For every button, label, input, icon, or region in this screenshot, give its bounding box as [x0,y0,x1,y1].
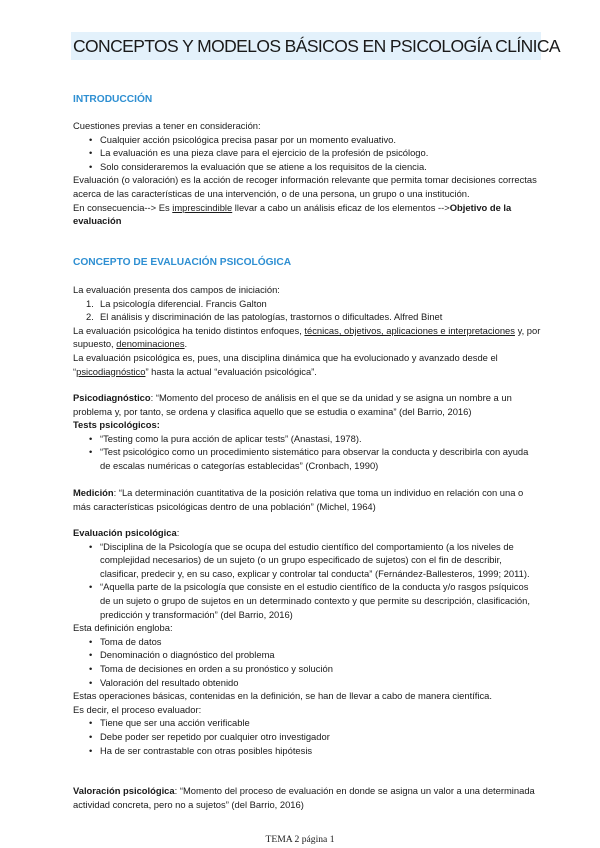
list-item: • La evaluación es una pieza clave para el ejercicio de la profesión de psicólogo. [100,146,541,160]
evaluacion-engloba: Esta definición engloba: [73,622,173,634]
evaluacion-bullet-list [73,540,541,622]
list-item: • “Aquella parte de la psicología que consiste en el estudio científico de la conducta y/o rasgos psíquicos de un sujeto o grupo de sujetos en un determinado contexto y que permite su descripción, clasificación, predicción y transformación” (del Barrio, 2016) [100,580,541,621]
evaluacion-operaciones: Estas operaciones básicas, contenidas en la definición, se han de llevar a cabo de manera científica. [73,690,493,702]
intro-paragraph-consequence: En consecuencia--> Es imprescindible llevar a cabo un análisis eficaz de los elementos -->Objetivo de la evaluación [73,201,512,227]
tests-bullet-list [73,432,541,473]
list-item: • “Test psicológico como un procedimiento sistemático para observar la conducta y describirla con ayuda de escalas numéricas o categorías establecidas” (Cronbach, 1990) [100,445,541,472]
list-item: • Denominación o diagnóstico del problema [100,648,541,662]
list-item: • Debe poder ser repetido por cualquier otro investigador [100,730,541,744]
list-item: 1. La psicología diferencial. Francis Galton [86,297,267,309]
list-item: • Toma de datos [100,635,541,649]
list-item: 2. El análisis y discriminación de las patologías, trastornos o dificultades. Alfred Binet [86,311,443,323]
valoracion-definition: Valoración psicológica: “Momento del proceso de evaluación en donde se asigna un valor a una determinada actividad concreta, pero no a sujetos” (del Barrio, 2016) [73,785,535,810]
page-title: CONCEPTOS Y MODELOS BÁSICOS EN PSICOLOGÍA CLÍNICA [71,32,541,60]
intro-paragraph-definition: Evaluación (o valoración) es la acción de recoger información relevante que permita tomar decisiones correctas acerca de las características de una intervención, o de una persona, un grupo o una institución. [73,174,537,199]
list-item: • Ha de ser contrastable con otras posibles hipótesis [100,744,541,758]
medicion-block [73,486,541,513]
evaluacion-proceso: Es decir, el proceso evaluador: [73,703,202,715]
concepto-block [73,283,541,378]
psicodiagnostico-block [73,391,541,473]
list-item: • Tiene que ser una acción verificable [100,716,541,730]
proceso-bullet-list [73,716,541,757]
section-heading-introduccion: INTRODUCCIÓN [73,94,153,105]
list-item: • Solo consideraremos la evaluación que se atiene a los requisitos de la ciencia. [100,160,541,174]
section-heading-concepto: CONCEPTO DE EVALUACIÓN PSICOLÓGICA [73,257,292,268]
engloba-bullet-list [73,635,541,689]
concepto-paragraph-enfoques: La evaluación psicológica ha tenido distintos enfoques, técnicas, objetivos, aplicaciones e interpretaciones y, por supuesto, denominaciones. [73,324,541,350]
list-item: • Toma de decisiones en orden a su pronóstico y solución [100,662,541,676]
intro-lead: Cuestiones previas a tener en consideración: [73,120,261,131]
intro-block [73,119,541,228]
psicodiagnostico-definition: Psicodiagnóstico: “Momento del proceso de análisis en el que se da unidad y se asigna un nombre a un problema y, por tanto, se ordena y clasifica aquello que se estudia o examina” (del Barrio, 2016) [73,392,512,417]
tests-heading: Tests psicológicos: [73,419,160,431]
list-item: • “Testing como la pura acción de aplicar tests” (Anastasi, 1978). [100,432,541,446]
concepto-numbered-list [73,297,541,324]
list-item: • Cualquier acción psicológica precisa pasar por un momento evaluativo. [100,133,541,147]
intro-bullet-list [73,133,541,174]
medicion-definition: Medición: “La determinación cuantitativa de la posición relativa que toma un individuo en relación con una o más características psicológicas dentro de una población” (Michel, 1964) [73,487,524,512]
list-item: • “Disciplina de la Psicología que se ocupa del estudio científico del comportamiento (a los niveles de complejidad necesarios) de un sujeto (o un grupo especificado de sujetos) con el fin de describir, clasificar, predecir y, en su caso, explicar y controlar tal conducta” (Fernández-Ballesteros, 1999; 2011). [100,540,541,581]
list-item: • Valoración del resultado obtenido [100,676,541,690]
concepto-lead: La evaluación presenta dos campos de iniciación: [73,284,280,295]
evaluacion-heading: Evaluación psicológica: [73,527,180,538]
page-footer: TEMA 2 página 1 [265,834,335,845]
concepto-paragraph-disciplina: La evaluación psicológica es, pues, una disciplina dinámica que ha evolucionado y avanzado desde el “psicodiagnóstico” hasta la actual “evaluación psicológica”. [73,351,498,377]
valoracion-block [73,784,541,811]
evaluacion-block [73,526,541,757]
